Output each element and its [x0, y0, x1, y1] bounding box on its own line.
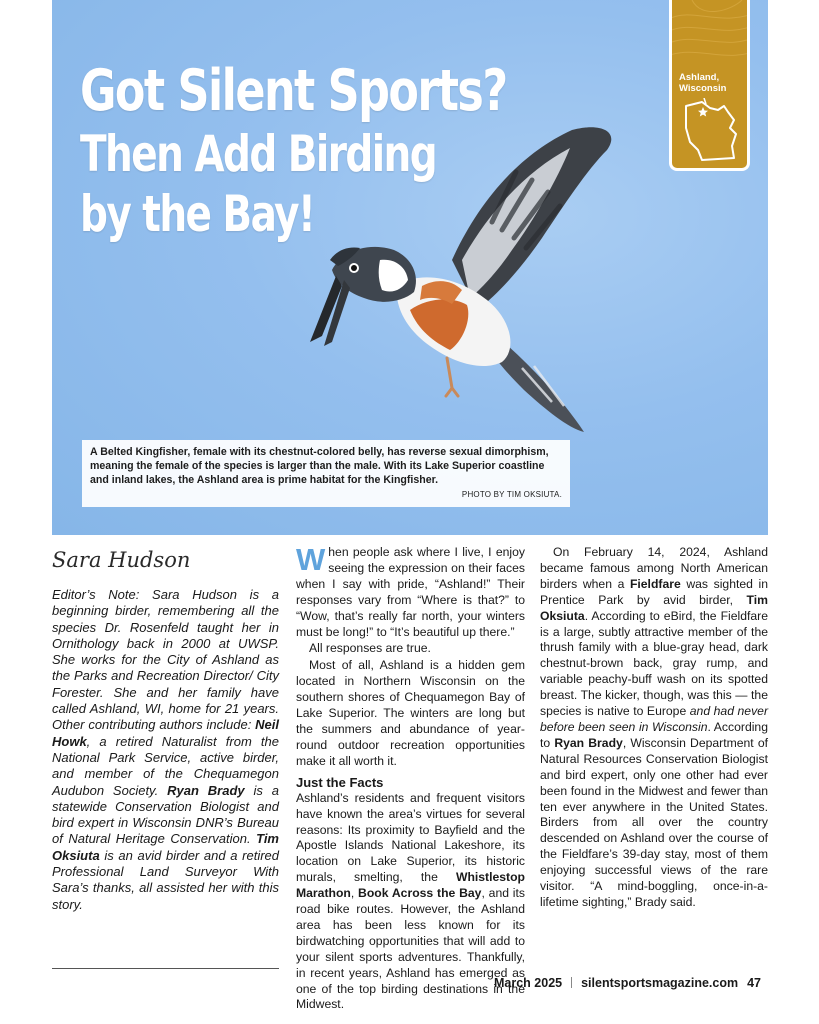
kingfisher-illustration — [302, 110, 622, 440]
paragraph-text: Ashland’s residents and frequent visitors have known the area’s virtues for several reasons: Its proximity to Bayfield and the Apostle Islands National Lakeshore, its location on Lake Superior, its historic murals, smelting, the — [296, 790, 525, 885]
photo-credit: PHOTO BY TIM OKSIUTA. — [461, 490, 562, 499]
bird-name: Fieldfare — [629, 576, 681, 591]
left-column — [52, 545, 279, 913]
article-paragraph: All responses are true. — [309, 641, 431, 656]
section-subhead: Just the Facts — [296, 774, 384, 790]
issue-date: March 2025 — [494, 976, 563, 990]
editor-note — [52, 587, 279, 913]
right-column — [540, 545, 768, 911]
location-label — [679, 72, 726, 94]
page-footer — [494, 976, 774, 996]
hero-photo — [52, 0, 768, 535]
location-city: Ashland, — [679, 72, 720, 83]
person-name: Ryan Brady — [554, 735, 623, 750]
paragraph-text: . According to — [540, 719, 768, 750]
editor-note-text: is a statewide Conservation Biologist and bird expert in Wisconsin DNR’s Bureau of Natural Heritage Conservation. — [52, 782, 280, 847]
website-url: silentsportsmagazine.com — [581, 976, 739, 990]
event-name: Book Across the Bay — [358, 886, 482, 901]
emphasis-text: and had never before been seen in Wisconsin — [540, 704, 768, 734]
contributor-name: Ryan Brady — [167, 782, 245, 798]
article-paragraph — [296, 791, 525, 1014]
paragraph-text: was sighted in Prentice Park by avid birder, — [540, 576, 769, 607]
person-name: Tim Oksiuta — [540, 592, 768, 623]
footer-separator — [571, 977, 572, 988]
article-paragraph — [540, 545, 768, 911]
middle-column — [296, 542, 525, 1013]
paragraph-text: , and its road bike routes. However, the Ashland area has been less known for its birdwatching opportunities that will add to your silent sports adventures. Thankfully, in recent years, Ashland has emerged as one of the top birding destinations in the Midwest. — [296, 886, 525, 1012]
paragraph-text: hen people ask where I live, I enjoy seeing the expression on their faces when I say with pride, “Ashland!” Their responses vary from “Where is that?” to “Wow, that’s really far north, your winters must be long!” to “It’s beautiful up there.” — [296, 545, 525, 639]
paragraph-text: On February 14, 2024, Ashland became famous among North American birders when a — [540, 545, 768, 591]
editor-note-text: , a retired Naturalist from the National Park Service, active birder, and member of the Chequamegon Audubon Society. — [52, 733, 279, 798]
editor-note-text: is an avid birder and a retired Professional Land Surveyor With Sara’s thanks, all assisted her with this story. — [52, 847, 279, 912]
article-paragraph — [296, 542, 525, 640]
event-name: Whistlestop Marathon — [296, 870, 525, 901]
contributor-name: Neil Howk — [52, 717, 279, 749]
article-paragraph: Most of all, Ashland is a hidden gem located in Northern Wisconsin on the southern shores of Chequamegon Bay of Lake Superior. The winters are long but the summers and abundance of year-round outdoor recreation opportunities make it all worth it. — [296, 658, 525, 768]
title-line-3: by the Bay! — [80, 185, 315, 243]
photo-caption — [82, 440, 570, 507]
contributor-name: Tim Oksiuta — [52, 831, 279, 863]
title-line-2: Then Add Birding — [80, 125, 437, 183]
wisconsin-map-icon — [680, 98, 742, 164]
author-byline: Sara Hudson — [52, 548, 191, 572]
page-number: 47 — [747, 976, 762, 990]
paragraph-text: . According to eBird, the Fieldfare is a large, subtly attractive member of the thrush family with a blue-gray head, dark chestnut-brown back, gray rump, and variable peachy-buff wash on its spotted breast. The kicker, though, was this — the species is native to Europe — [540, 608, 768, 719]
editor-note-text: Editor’s Note: Sara Hudson is a beginning birder, remembering all the species Dr. Rosenfeld taught her in Ornithology back in 2000 at UWSP. She works for the City of Ashland as the Parks and Recreation Director/ City Forester. She and her family have called Ashland, WI, home for 21 years. Other contributing authors include: — [52, 587, 279, 733]
location-tab — [669, 0, 750, 171]
location-state: Wisconsin — [679, 83, 727, 94]
caption-text: A Belted Kingfisher, female with its chestnut-colored belly, has reverse sexual dimorphism, meaning the female of the species is larger than the male. With its Lake Superior coastline and inland lakes, the Ashland area is prime habitat for the Kingfisher. — [90, 446, 549, 486]
paragraph-text: , Wisconsin Department of Natural Resources Conservation Biologist and bird expert, only one other had ever been found in the Midwest and fewer than ten ever anywhere in the United States. Birders from all over the country descended on Ashland over the course of the Fieldfare’s 39-day stay, most of them enjoying successful views of the rare visitor. “A mind-boggling, once-in-a-lifetime sighting,” Brady said. — [540, 735, 768, 909]
title-line-1: Got Silent Sports? — [80, 58, 507, 124]
column-divider — [52, 968, 279, 969]
drop-cap: W — [296, 542, 326, 577]
paragraph-text: , — [350, 886, 359, 901]
